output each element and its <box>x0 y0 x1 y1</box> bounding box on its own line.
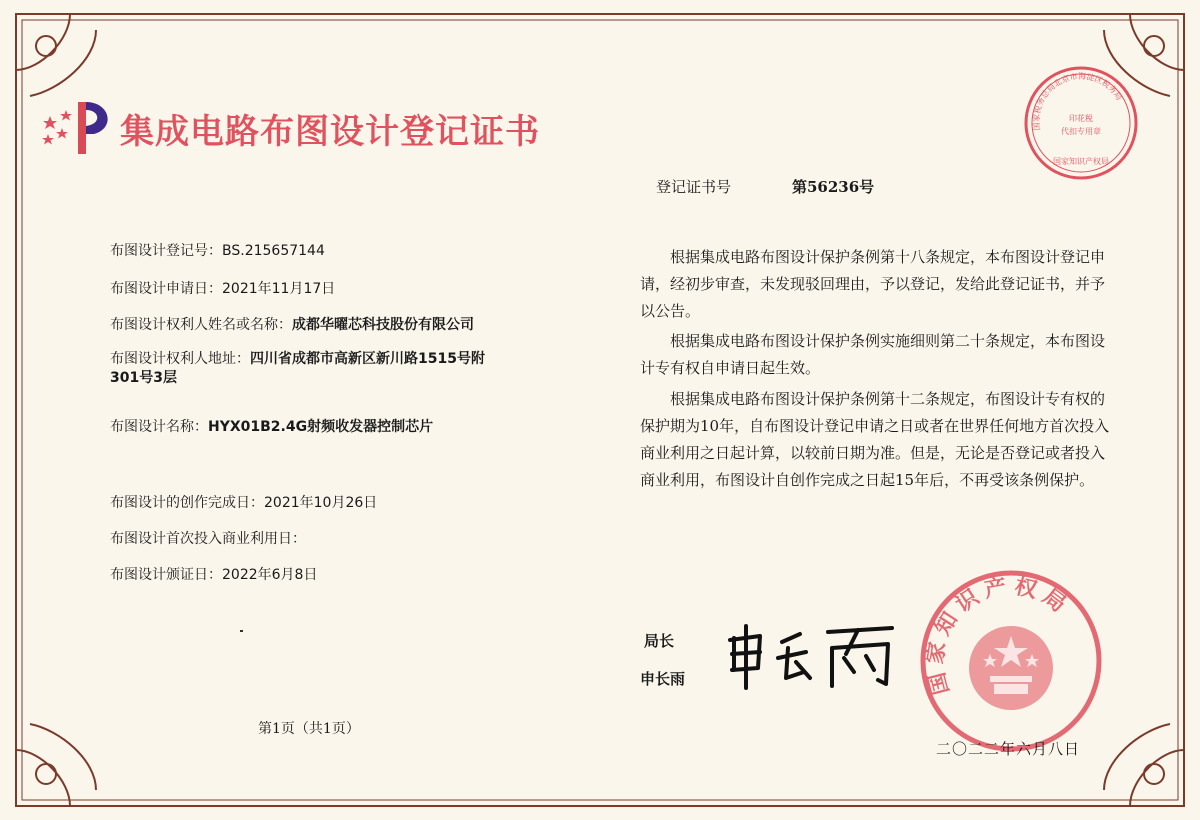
certificate-number-value: 第56236号 <box>792 178 875 196</box>
field-label: 布图设计首次投入商业利用日： <box>110 531 306 547</box>
field-first-commercial-use <box>110 530 530 549</box>
issue-date-chinese: 二〇二二年六月八日 <box>936 740 1081 758</box>
director-title: 局长 <box>644 632 675 650</box>
field-value: 2021年11月17日 <box>222 281 336 297</box>
field-value: 2021年10月26日 <box>264 495 378 511</box>
page-number: 第1页（共1页） <box>258 721 360 737</box>
paragraph-2: 根据集成电路布图设计保护条例实施细则第二十条规定，本布图设计专有权自申请日起生效。 <box>640 332 1106 377</box>
big-seal-text: 国家知识产权局 <box>922 573 1075 698</box>
small-seal-center-1: 印花税 <box>1069 114 1093 123</box>
small-seal-ring-text: 国家税务总局北京市海淀区税务局 <box>1031 71 1124 131</box>
field-value: 2022年6月8日 <box>222 567 318 583</box>
field-label: 布图设计颁证日： <box>110 567 222 583</box>
field-label: 布图设计登记号： <box>110 243 222 259</box>
ic-logo-icon <box>38 98 118 158</box>
field-label: 布图设计权利人地址： <box>110 351 250 367</box>
stamp-duty-seal <box>1022 64 1140 182</box>
field-value: 成都华曜芯科技股份有限公司 <box>292 317 474 333</box>
field-owner-name <box>110 316 510 335</box>
page-title: 集成电路布图设计登记证书 <box>120 112 540 152</box>
paragraph-3: 根据集成电路布图设计保护条例第十二条规定，布图设计专有权的保护期为10年，自布图设计登记申请之日或者在世界任何地方首次投入商业利用之日起计算，以较前日期为准。但是，无论是否登记或者投入商业利用，布图设计自创作完成之日起15年后，不再受该条例保护。 <box>640 390 1110 489</box>
field-application-date <box>110 280 530 299</box>
field-label: 布图设计权利人姓名或名称： <box>110 317 292 333</box>
speck <box>240 630 243 632</box>
field-issue-date <box>110 566 530 585</box>
sipo-official-seal <box>918 568 1104 754</box>
field-label: 布图设计名称： <box>110 419 208 435</box>
paragraph-1: 根据集成电路布图设计保护条例第十八条规定，本布图设计登记申请，经初步审查，未发现驳回理由，予以登记，发给此登记证书，并予以公告。 <box>640 248 1106 320</box>
field-owner-address <box>110 350 500 388</box>
small-seal-center-2: 代扣专用章 <box>1061 127 1101 136</box>
field-registration-no <box>110 242 530 261</box>
certificate-number-label: 登记证书号 <box>656 178 732 196</box>
field-value: HYX01B2.4G射频收发器控制芯片 <box>208 419 434 435</box>
field-label: 布图设计的创作完成日： <box>110 495 264 511</box>
field-completion-date <box>110 494 530 513</box>
small-seal-bottom: 国家知识产权局 <box>1053 157 1109 166</box>
field-design-name <box>110 418 530 437</box>
director-signature <box>720 618 910 698</box>
field-value: BS.215657144 <box>222 243 325 259</box>
field-value: 四川省成都市高新区新川路1515号附301号3层 <box>110 351 485 386</box>
certificate-number <box>656 176 875 197</box>
field-label: 布图设计申请日： <box>110 281 222 297</box>
director-name: 申长雨 <box>640 670 686 688</box>
